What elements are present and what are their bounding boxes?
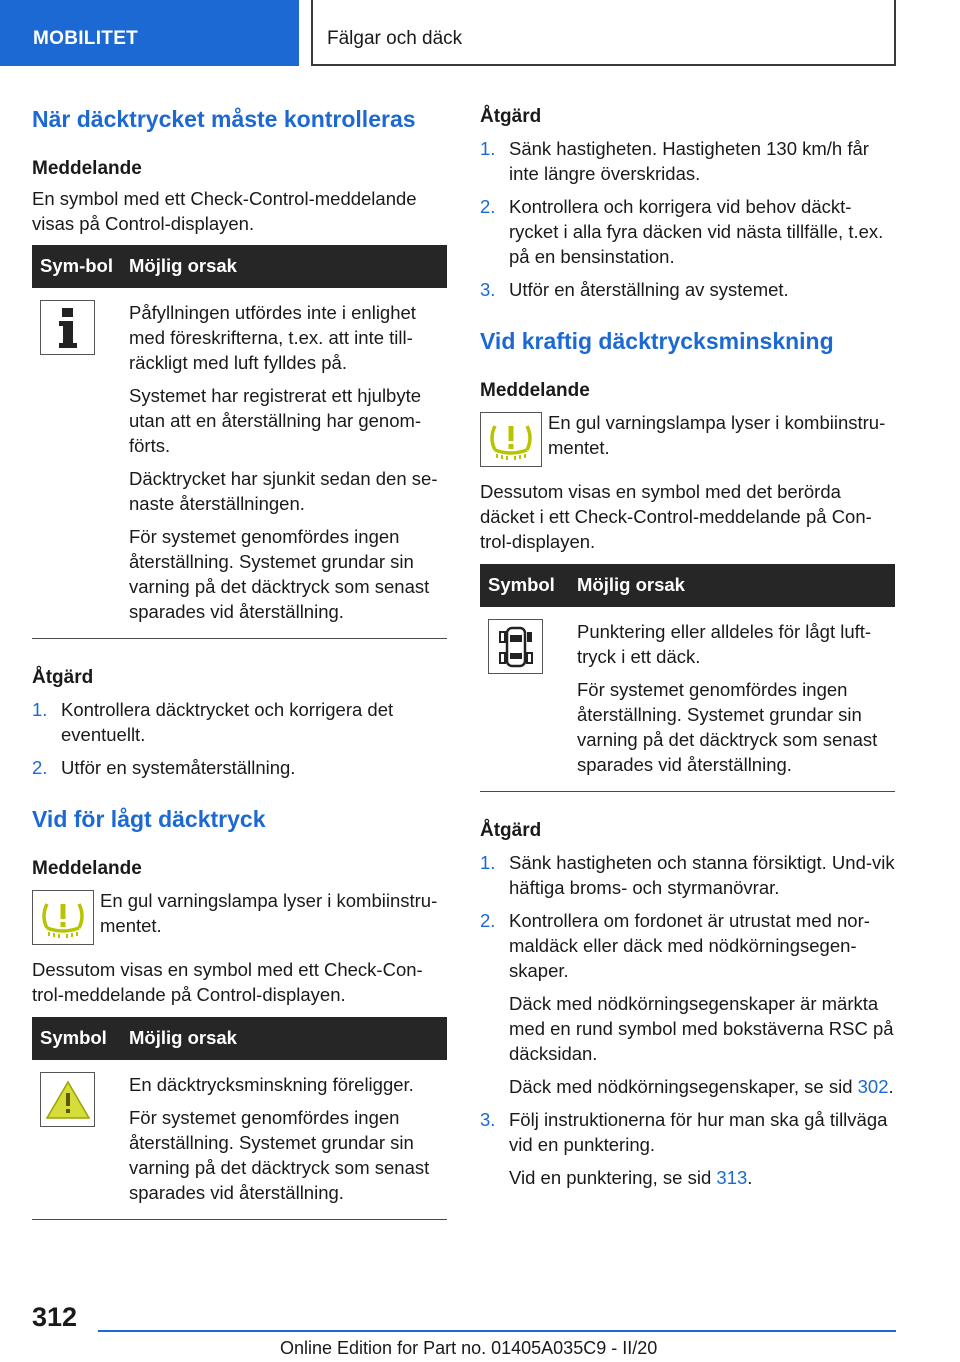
- section-heading-check-pressure: När däcktrycket måste kontrolleras: [32, 106, 416, 132]
- note-punct: .: [888, 1076, 894, 1097]
- cause-cell: [121, 288, 447, 639]
- cause-text: Däcktrycket har sjunkit sedan den se-naste återställningen.: [129, 468, 438, 514]
- cause-text: För systemet genomfördes ingen återställning. Systemet grundar sin varning på det däcktryck som senast sparades vid återställning.: [129, 526, 430, 622]
- section-title: MOBILITET: [33, 28, 139, 49]
- step-text: Följ instruktionerna för hur man ska gå tillväga vid en punktering.: [509, 1109, 888, 1155]
- symbol-column-header: Symbol: [480, 564, 569, 607]
- note-text: Däck med nödkörningsegenskaper, se sid: [509, 1076, 858, 1097]
- step-number: 2.: [480, 910, 496, 931]
- step-text: Sänk hastigheten. Hastigheten 130 km/h får inte längre överskridas.: [509, 138, 869, 184]
- section-heading-low-pressure: Vid för lågt däcktryck: [32, 806, 266, 832]
- page-ref-link[interactable]: 313: [716, 1167, 748, 1188]
- table-header-row: [480, 564, 895, 607]
- note-text: Vid en punktering, se sid: [509, 1167, 717, 1188]
- lamp-message: [480, 412, 895, 467]
- symbol-table-2: [32, 1017, 447, 1220]
- symbol-cell: [32, 1060, 121, 1220]
- table-header-row: [32, 245, 447, 288]
- symbol-table-1: [32, 245, 447, 639]
- step-number: 1.: [480, 138, 496, 159]
- list-item: [32, 755, 447, 780]
- cause-text: En däcktrycksminskning föreligger.: [129, 1074, 414, 1095]
- lamp-text: En gul varningslampa lyser i kombiinstru-mentet.: [548, 412, 886, 458]
- table-row: [32, 1060, 447, 1220]
- list-item: [480, 1107, 895, 1190]
- step-note: [509, 1165, 895, 1190]
- note-punct: .: [747, 1167, 753, 1188]
- cause-text: Påfyllningen utfördes inte i enlighet med föreskrifterna, t.ex. att inte till-räckligt med luft fylldes på.: [129, 302, 416, 373]
- step-number: 3.: [480, 279, 496, 300]
- step-number: 3.: [480, 1109, 496, 1130]
- lamp-message: [32, 890, 447, 945]
- cause-column-header: Möjlig orsak: [569, 564, 895, 607]
- action-steps: [32, 697, 447, 780]
- message-heading: Meddelande: [32, 858, 142, 879]
- lamp-text: En gul varningslampa lyser i kombiinstru-mentet.: [100, 890, 438, 936]
- list-item: [32, 697, 447, 747]
- cause-text: För systemet genomfördes ingen återställning. Systemet grundar sin varning på det däcktryck som senast sparades vid återställning.: [129, 1107, 430, 1203]
- action-heading: Åtgärd: [480, 106, 542, 127]
- message-intro: En symbol med ett Check-Control-meddelande visas på Control-displayen.: [32, 188, 417, 234]
- step-text: Utför en återställning av systemet.: [509, 279, 789, 300]
- step-text: Kontrollera och korrigera vid behov däckt-rycket i alla fyra däcken vid nästa tillfälle, t.ex. på en bensinstation.: [509, 196, 884, 267]
- section-tab: [0, 0, 299, 66]
- action-steps: [480, 850, 895, 1190]
- list-item: [480, 277, 895, 302]
- left-column: [32, 100, 447, 1220]
- chapter-title: Fälgar och däck: [327, 28, 463, 49]
- list-item: [480, 194, 895, 269]
- step-note: [509, 1074, 895, 1099]
- message-heading: Meddelande: [32, 158, 142, 179]
- message-intro: Dessutom visas en symbol med ett Check-Con-trol-meddelande på Control-displayen.: [32, 959, 423, 1005]
- step-number: 1.: [32, 699, 48, 720]
- cause-text: Punktering eller alldeles för lågt luft-tryck i ett däck.: [577, 621, 872, 667]
- cause-column-header: Möjlig orsak: [121, 245, 447, 288]
- edition-text: Online Edition for Part no. 01405A035C9 - II/20: [280, 1338, 658, 1358]
- step-number: 1.: [480, 852, 496, 873]
- list-item: [480, 136, 895, 186]
- section-heading-heavy-loss: Vid kraftig däcktrycksminskning: [480, 328, 834, 354]
- cause-cell: [569, 607, 895, 792]
- step-text: Sänk hastigheten och stanna försiktigt. Und-vik häftiga broms- och styrmanövrar.: [509, 852, 895, 898]
- symbol-cell: [32, 288, 121, 639]
- list-item: [480, 850, 895, 900]
- page-ref-link[interactable]: 302: [857, 1076, 889, 1097]
- cause-cell: [121, 1060, 447, 1220]
- table-header-row: [32, 1017, 447, 1060]
- chapter-tab: [311, 0, 896, 66]
- tire-pressure-lamp-icon: [32, 890, 94, 945]
- car-tire-icon: [488, 619, 543, 674]
- tire-pressure-lamp-icon: [480, 412, 542, 467]
- symbol-cell: [480, 607, 569, 792]
- action-steps: [480, 136, 895, 302]
- message-heading: Meddelande: [480, 380, 590, 401]
- step-text: Kontrollera däcktrycket och korrigera det eventuellt.: [61, 699, 394, 745]
- symbol-column-header: Symbol: [32, 1017, 121, 1060]
- step-number: 2.: [32, 757, 48, 778]
- symbol-column-header: Sym-bol: [32, 245, 121, 288]
- page-number: 312: [32, 1302, 78, 1332]
- info-icon: [40, 300, 95, 355]
- right-column: [480, 100, 895, 1190]
- cause-text: Systemet har registrerat ett hjulbyte utan att en återställning har genom-förts.: [129, 385, 422, 456]
- footer-divider: [98, 1330, 896, 1332]
- symbol-table-3: [480, 564, 895, 792]
- action-heading: Åtgärd: [32, 667, 94, 688]
- step-text: Utför en systemåterställning.: [61, 757, 296, 778]
- message-intro: Dessutom visas en symbol med det berörda däcket i ett Check-Control-meddelande på Con-trol-displayen.: [480, 481, 872, 552]
- action-heading: Åtgärd: [480, 820, 542, 841]
- warning-triangle-icon: [40, 1072, 95, 1127]
- list-item: [480, 908, 895, 1099]
- table-row: [480, 607, 895, 792]
- step-text: Kontrollera om fordonet är utrustat med nor-maldäck eller däck med nödkörningsegen-skaper.: [509, 910, 870, 981]
- step-number: 2.: [480, 196, 496, 217]
- cause-column-header: Möjlig orsak: [121, 1017, 447, 1060]
- table-row: [32, 288, 447, 639]
- cause-text: För systemet genomfördes ingen återställning. Systemet grundar sin varning på det däcktryck som senast sparades vid återställning.: [577, 679, 878, 775]
- step-note: Däck med nödkörningsegenskaper är märkta med en rund symbol med bokstäverna RSC på däcksidan.: [509, 993, 894, 1064]
